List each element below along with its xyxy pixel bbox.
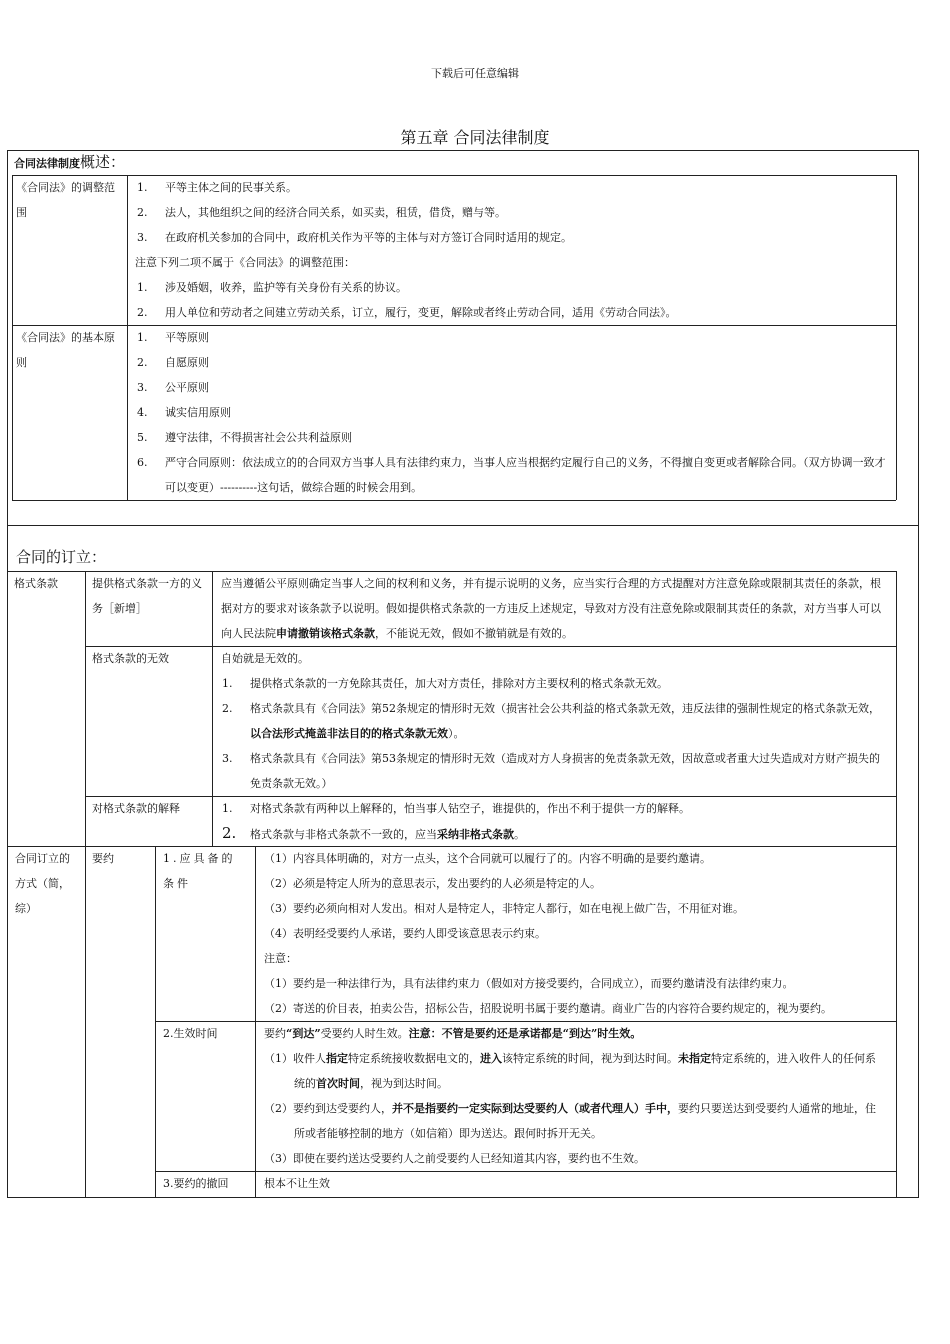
effect-p1-run-1: 指定	[326, 1052, 348, 1065]
cond-note-2: （2）寄送的价目表，拍卖公告，招标公告，招股说明书属于要约邀请。商业广告的内容符合要约规定的，视为要约。	[264, 1002, 832, 1015]
invalid-intro: 自始就是无效的。	[221, 652, 309, 665]
ov-table-mid	[12, 325, 896, 326]
excl-item-2: 用人单位和劳动者之间建立劳动关系，订立，履行，变更，解除或者终止劳动合同，适用《劳动合同法》。	[165, 306, 677, 319]
effect-p3: （3）即使在要约送达受要约人之前受要约人已经知道其内容，要约也不生效。	[264, 1152, 645, 1165]
scope-item-2: 法人，其他组织之间的经济合同关系，如买卖，租赁，借贷，赠与等。	[165, 206, 506, 219]
formation-heading: 合同的订立：	[16, 548, 107, 566]
duty-text	[221, 571, 888, 646]
ov-table-top	[12, 175, 896, 176]
effect-intro	[264, 1026, 641, 1042]
m-row1	[155, 1021, 896, 1022]
effect-p1-run-3: 进入	[480, 1052, 502, 1065]
fc-right	[896, 571, 897, 846]
principle-item-5: 遵守法律，不得损害社会公共利益原则	[165, 431, 352, 444]
invalid-num-1: 1.	[222, 677, 233, 690]
interp-item-1: 对格式条款有两种以上解释的，怕当事人钻空子，谁提供的，作出不利于提供一方的解释。	[250, 802, 690, 815]
excl-item-1: 涉及婚姻，收养，监护等有关身份有关系的协议。	[165, 281, 407, 294]
principle-item-3: 公平原则	[165, 381, 209, 394]
principle-num-6: 6.	[137, 456, 148, 469]
effect-p1-run-2: 特定系统接收数据电文的，	[348, 1052, 480, 1065]
principles-label: 《合同法》的基本原则	[16, 331, 115, 369]
effect-p2-run-0: （2）要约到达受要约人，	[264, 1102, 392, 1115]
cond-item-4: （4）表明经受要约人承诺，要约人即受该意思表示约束。	[264, 927, 546, 940]
effect-p1-run-5: 未指定	[678, 1052, 711, 1065]
duty-text-a: 应当遵循公平原则确定当事人之间的权利和义务，并有提示说明的义务，应当实行合理的方式提醒对方注意免除或限制其责任的条款，根据对方的要求对该条款予以说明。假如提供格式条款的一方违反上述规定，导致对方没有注意免除或限制其责任的条款，对方当事人可以向人民法院	[221, 577, 881, 640]
cond-item-1: （1）内容具体明确的，对方一点头，这个合同就可以履行了的。内容不明确的是要约邀请。	[264, 852, 711, 865]
scope-num-1: 1.	[137, 181, 148, 194]
ov-table-col	[127, 175, 128, 500]
m-right	[896, 846, 897, 1197]
excl-num-2: 2.	[137, 306, 148, 319]
cond-note: 注意：	[264, 952, 297, 965]
fc-col1	[85, 571, 86, 846]
ov-table-left	[12, 175, 13, 500]
scope-item-1: 平等主体之间的民事关系。	[165, 181, 297, 194]
effect-p1-run-4: 该特定系统的时间，视为到达时间。	[502, 1052, 678, 1065]
interp-num-1: 1.	[222, 802, 233, 815]
interp-item-2	[250, 827, 525, 843]
duty-text-c: ，不能说无效，假如不撤销就是有效的。	[375, 627, 573, 640]
header-note: 下载后可任意编辑	[431, 67, 519, 80]
formation-box-left	[7, 525, 8, 1198]
effect-label: 2.生效时间	[163, 1027, 218, 1040]
effect-p2-run-2: 要约只要送达到受要约人通常的地址，住所或者能够控制的地方（如信箱）即为送达。跟何时拆开无关。	[294, 1102, 876, 1140]
effect-p1-run-7: 首次时间	[316, 1077, 360, 1090]
interp-label: 对格式条款的解释	[92, 802, 180, 815]
duty-label: 提供格式条款一方的义务［新增］	[92, 577, 202, 615]
interp-item-2-a: 格式条款与非格式条款不一致的，应当	[250, 828, 437, 841]
invalid-num-2: 2.	[222, 702, 233, 715]
interp-item-2-c: 。	[514, 828, 525, 841]
scope-label: 《合同法》的调整范围	[16, 181, 115, 219]
principle-item-4: 诚实信用原则	[165, 406, 231, 419]
m-row2	[155, 1171, 896, 1172]
fc-row1	[85, 646, 896, 647]
scope-num-2: 2.	[137, 206, 148, 219]
page-title: 第五章 合同法律制度	[400, 128, 550, 147]
duty-text-bold: 申请撤销该格式条款	[276, 627, 375, 640]
principle-item-6: 严守合同原则：依法成立的的合同双方当事人具有法律约束力，当事人应当根据约定履行自己的义务，不得擅自变更或者解除合同。（双方协调一致才可以变更）----------这句话，做综合题的时候会用到。	[165, 456, 886, 494]
scope-note: 注意下列二项不属于《合同法》的调整范围：	[135, 256, 355, 269]
ov-table-right	[896, 175, 897, 500]
effect-p2	[264, 1096, 886, 1146]
invalid-item-1: 提供格式条款的一方免除其责任，加大对方责任，排除对方主要权利的格式条款无效。	[250, 677, 668, 690]
principle-num-3: 3.	[137, 381, 148, 394]
overview-label	[14, 151, 125, 175]
cond-item-2: （2）必须是特定人所为的意思表示，发出要约的人必须是特定的人。	[264, 877, 601, 890]
interp-item-2-bold: 采纳非格式条款	[437, 828, 514, 841]
principle-item-2: 自愿原则	[165, 356, 209, 369]
invalid-item-2	[250, 696, 888, 746]
effect-intro-a: 要约	[264, 1027, 286, 1040]
scope-item-3: 在政府机关参加的合同中，政府机关作为平等的主体与对方签订合同时适用的规定。	[165, 231, 572, 244]
cond-item-3: （3）要约必须向相对人发出。相对人是特定人，非特定人都行，如在电视上做广告，不用征对谁。	[264, 902, 744, 915]
fc-col2	[212, 571, 213, 846]
withdraw-label: 3.要约的撤回	[163, 1177, 229, 1190]
fc-row2	[85, 796, 896, 797]
overview-box-right	[918, 150, 919, 525]
invalid-num-3: 3.	[222, 752, 233, 765]
interp-num-2: 2.	[222, 824, 237, 842]
effect-p1	[264, 1046, 886, 1096]
overview-box-bottom	[7, 525, 918, 526]
principle-num-5: 5.	[137, 431, 148, 444]
formation-box-bottom	[7, 1197, 918, 1198]
invalid-item-2-a: 格式条款具有《合同法》第52条规定的情形时无效（损害社会公共利益的格式条款无效，违反法律的强制性规定的格式条款无效，	[250, 702, 880, 715]
conditions-label: 1.应具备的条件	[163, 852, 236, 890]
invalid-item-2-c: ）。	[448, 727, 465, 740]
fc-bottom	[7, 846, 896, 847]
formation-box-right	[918, 525, 919, 1198]
principle-num-4: 4.	[137, 406, 148, 419]
invalid-label: 格式条款的无效	[92, 652, 169, 665]
invalid-item-3: 格式条款具有《合同法》第53条规定的情形时无效（造成对方人身损害的免责条款无效，因故意或者重大过失造成对方财产损失的免责条款无效。）	[250, 752, 880, 790]
effect-p1-run-6: 特定系统的，进入收件人的任何系统的	[294, 1052, 876, 1090]
withdraw-text: 根本不让生效	[264, 1177, 330, 1190]
overview-box-top	[7, 150, 918, 151]
overview-label-big: 概述：	[80, 153, 126, 171]
effect-p1-run-8: ，视为到达时间。	[360, 1077, 448, 1090]
offer-label: 要约	[92, 852, 114, 865]
format-clause-label: 格式条款	[14, 577, 58, 590]
effect-intro-d: 注意：不管是要约还是承诺都是“到达”时生效。	[408, 1027, 642, 1040]
principle-num-1: 1.	[137, 331, 148, 344]
effect-intro-b: “到达”	[286, 1027, 321, 1040]
m-col1	[85, 846, 86, 1197]
overview-box-left	[7, 150, 8, 525]
methods-label: 合同订立的方式（简，综）	[15, 852, 70, 915]
cond-note-1: （1）要约是一种法律行为，具有法律约束力（假如对方接受要约，合同成立），而要约邀请没有法律约束力。	[264, 977, 794, 990]
effect-intro-c: 受要约人时生效。	[320, 1027, 409, 1040]
invalid-item-2-bold: 以合法形式掩盖非法目的的格式条款无效	[250, 727, 448, 740]
principle-item-1: 平等原则	[165, 331, 209, 344]
ov-table-bottom	[12, 500, 896, 501]
effect-p1-run-0: （1）收件人	[264, 1052, 326, 1065]
excl-num-1: 1.	[137, 281, 148, 294]
principle-num-2: 2.	[137, 356, 148, 369]
effect-p2-run-1: 并不是指要约一定实际到达受要约人（或者代理人）手中，	[392, 1102, 678, 1115]
scope-num-3: 3.	[137, 231, 148, 244]
overview-label-small: 合同法律制度	[14, 157, 80, 170]
